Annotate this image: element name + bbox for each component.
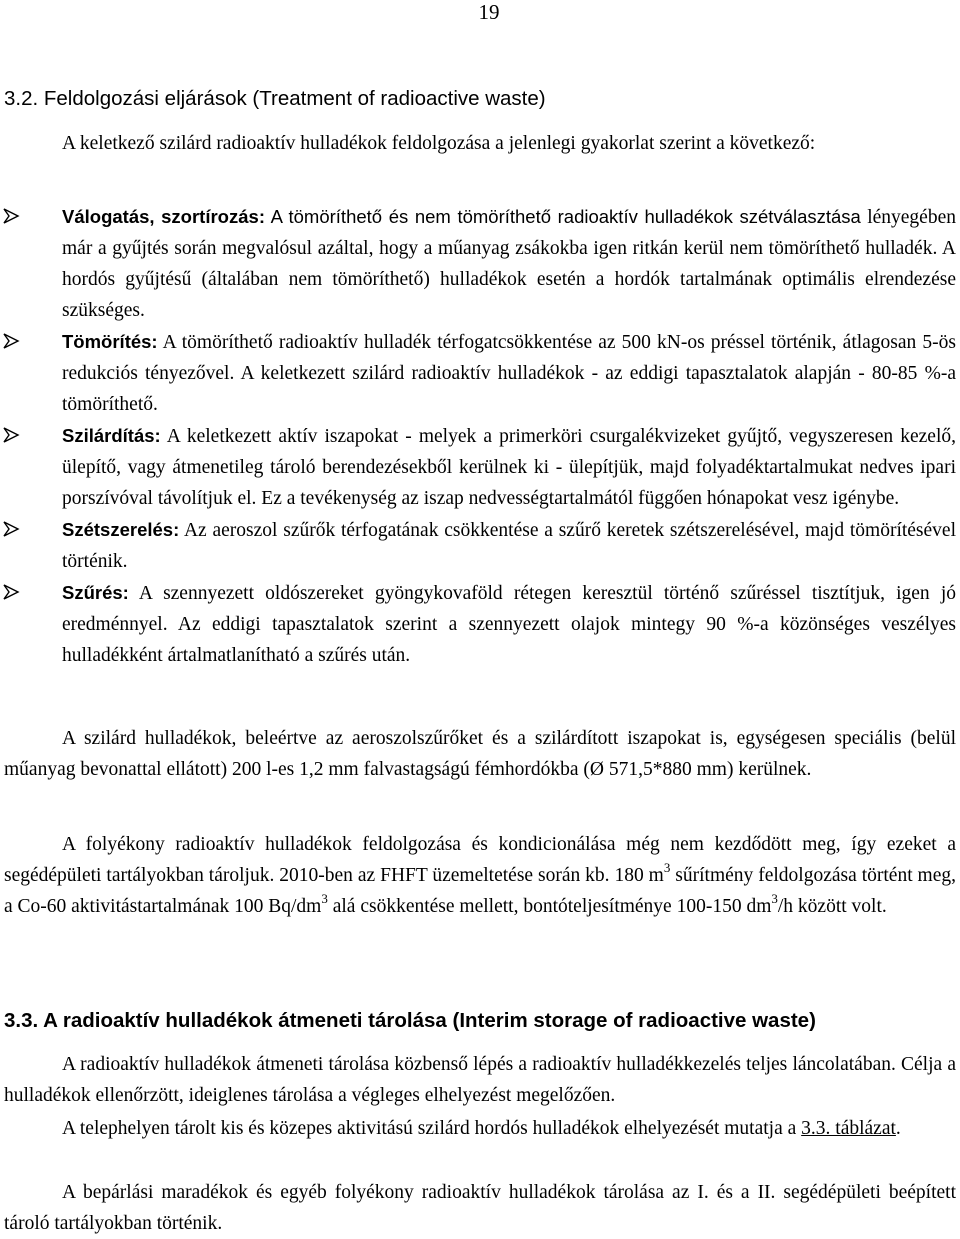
- bullet-term: Szétszerelés:: [62, 519, 180, 540]
- storage-paragraph-3: A bepárlási maradékok és egyéb folyékony radioaktív hulladékok tárolása az I. és a II. segédépületi beépített tároló tartályokban történik.: [4, 1182, 956, 1234]
- superscript: 3: [663, 860, 671, 875]
- bullet-term: Válogatás, szortírozás:: [62, 206, 265, 227]
- arrowhead-bullet-icon: [2, 520, 20, 538]
- page-number: 19: [478, 0, 500, 24]
- bullet-text: A szennyezett oldószereket gyöngykovaföld rétegen keresztül történő szűréssel tisztítjuk, igen jó eredménnyel. Az eddigi tapasztalatok szerint a szennyezett olajok mintegy 90 %-a közönséges veszélyes hulladékként ártalmatlanítható a szűrés után.: [62, 583, 956, 666]
- liquid-text-3: alá csökkentése mellett, bontóteljesítménye 100-150 dm: [327, 896, 772, 917]
- liquid-text-4: /h között volt.: [777, 896, 887, 917]
- superscript: 3: [321, 891, 328, 906]
- arrowhead-bullet-icon: [2, 583, 20, 601]
- section-heading-3-3: 3.3. A radioaktív hulladékok átmeneti tárolása (Interim storage of radioactive waste): [4, 1009, 816, 1032]
- liquid-text-1: A folyékony radioaktív hulladékok feldolgozása és kondicionálása még nem kezdődött meg, így ezeket a segédépületi tartályokban tároljuk. 2010-ben az FHFT üzemeltetése során kb. 180 m: [4, 834, 956, 886]
- bullet-term: Szűrés:: [62, 582, 129, 603]
- list-item: [0, 577, 956, 671]
- superscript: 3: [771, 891, 778, 906]
- list-item: [0, 420, 956, 514]
- table-reference-link[interactable]: 3.3. táblázat: [801, 1118, 896, 1139]
- bullet-text: A tömöríthető radioaktív hulladék térfogatcsökkentése az 500 kN-os préssel történik, átlagosan 5-ös redukciós tényezővel. A keletkezett szilárd radioaktív hulladékok - az eddigi tapasztalatok alapján - 80-85 %-a tömöríthető.: [62, 332, 956, 415]
- liquid-text-2: sűrítmény feldolgozása történt meg, a Co-60 aktivitástartalmának 100 Bq/dm: [4, 865, 956, 917]
- section-heading-3-2: 3.2. Feldolgozási eljárások (Treatment of radioactive waste): [4, 87, 546, 110]
- arrowhead-bullet-icon: [2, 332, 20, 350]
- storage-text: A telephelyen tárolt kis és közepes aktivitású szilárd hordós hulladékok elhelyezését mutatja a: [62, 1118, 802, 1139]
- list-item: [0, 514, 956, 577]
- solid-waste-paragraph: A szilárd hulladékok, beleértve az aeroszolszűrőket és a szilárdított iszapokat is, egységesen speciális (belül műanyag bevonattal ellátott) 200 l-es 1,2 mm falvastagságú fémhordókba (Ø 571,5*880 mm) kerülnek.: [4, 728, 956, 780]
- bullet-term: Tömörítés:: [62, 331, 158, 352]
- storage-paragraph-1: A radioaktív hulladékok átmeneti tárolása közbenső lépés a radioaktív hulladékkezelés teljes láncolatában. Célja a hulladékok ellenőrzött, ideiglenes tárolása a végleges elhelyezést megelőzően.: [4, 1054, 956, 1106]
- list-item: [0, 201, 956, 326]
- treatment-steps-list: [0, 201, 960, 671]
- arrowhead-bullet-icon: [2, 207, 20, 225]
- bullet-text: A keletkezett aktív iszapokat - melyek a primerköri csurgalékvizeket gyűjtő, vegyszeresen kezelő, ülepítő, vagy átmenetileg tároló berendezésekből kerülnek ki - ülepítjük, majd folyadéktartalmukat nedves ipari porszívóval távolítjuk el. Ez a tevékenység az iszap nedvességtartalmától függően hónapokat vesz igénybe.: [62, 426, 956, 509]
- storage-text-end: .: [895, 1118, 901, 1139]
- storage-paragraph-2: [4, 1113, 956, 1144]
- bullet-text: A tömöríthető és nem tömöríthető radioaktív hulladékok szétválasztása: [264, 206, 861, 227]
- bullet-term: Szilárdítás:: [62, 425, 161, 446]
- list-item: [0, 326, 956, 420]
- liquid-waste-paragraph: [4, 829, 956, 922]
- bullet-text: lényegében már a gyűjtés során megvalósul azáltal, hogy a műanyag zsákokba igen ritkán kerül nem tömöríthető hulladék. A hordós gyűjtésű (általában nem tömöríthető) hulladékok esetén a hordók tartalmának optimális elrendezése szükséges.: [62, 207, 956, 321]
- arrowhead-bullet-icon: [2, 426, 20, 444]
- intro-paragraph: A keletkező szilárd radioaktív hulladékok feldolgozása a jelenlegi gyakorlat szerint a következő:: [62, 133, 816, 154]
- bullet-text: Az aeroszol szűrők térfogatának csökkentése a szűrő keretek szétszerelésével, majd tömörítésével történik.: [62, 520, 956, 572]
